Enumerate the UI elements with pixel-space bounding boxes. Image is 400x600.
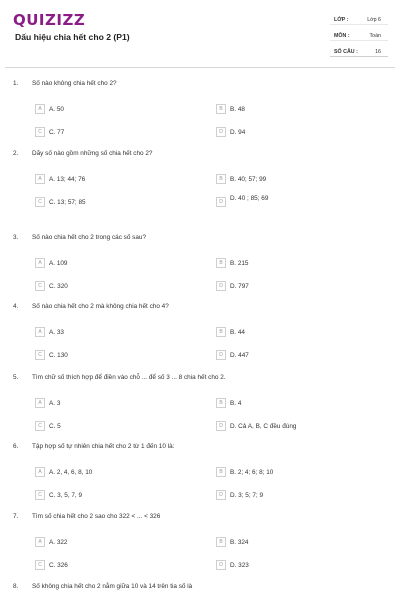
question-number: 1. — [13, 80, 19, 87]
option-letter-box[interactable]: B — [216, 398, 226, 408]
option-letter-box[interactable]: C — [35, 560, 45, 570]
option-letter-box[interactable]: C — [35, 421, 45, 431]
question-number: 6. — [13, 443, 19, 450]
meta-subject — [330, 30, 388, 41]
meta-subject-value: Toán — [369, 33, 381, 39]
option-letter-box[interactable]: C — [35, 490, 45, 500]
option-text: B. 4 — [230, 400, 242, 407]
option-text: C. 13; 57; 85 — [49, 199, 86, 206]
meta-count-label: SỐ CÂU : — [334, 49, 358, 55]
option-text: C. 3, 5, 7, 9 — [49, 492, 83, 499]
option-text: B. 44 — [230, 329, 245, 336]
question-number: 8. — [13, 583, 19, 590]
question-text: Số nào chia hết cho 2 mà không chia hết cho 4? — [32, 303, 169, 310]
option-text: B. 2; 4; 6; 8; 10 — [230, 469, 274, 476]
option-letter-box[interactable]: B — [216, 327, 226, 337]
option-text: B. 215 — [230, 260, 249, 267]
worksheet-header — [0, 0, 400, 60]
option-text: B. 324 — [230, 539, 249, 546]
question-number: 7. — [13, 513, 19, 520]
question-number: 3. — [13, 234, 19, 241]
worksheet-title: Dấu hiệu chia hết cho 2 (P1) — [15, 32, 130, 42]
meta-grade-label: LỚP : — [334, 17, 349, 23]
meta-subject-label: MÔN : — [334, 33, 350, 39]
option-text: A. 50 — [49, 106, 64, 113]
meta-grade-value: Lớp 6 — [367, 17, 381, 23]
option-text: C. 130 — [49, 352, 68, 359]
option-text: B. 40; 57; 99 — [230, 176, 267, 183]
option-letter-box[interactable]: B — [216, 104, 226, 114]
question-number: 2. — [13, 150, 19, 157]
option-letter-box[interactable]: C — [35, 127, 45, 137]
question-text: Số nào chia hết cho 2 trong các số sau? — [32, 234, 147, 241]
meta-grade — [330, 14, 388, 25]
option-letter-box[interactable]: A — [35, 258, 45, 268]
question-text: Dãy số nào gồm những số chia hết cho 2? — [32, 150, 153, 157]
option-letter-box[interactable]: C — [35, 197, 45, 207]
option-text: A. 2, 4, 6, 8, 10 — [49, 469, 93, 476]
option-text: A. 13; 44; 76 — [49, 176, 86, 183]
option-letter-box[interactable]: D — [216, 490, 226, 500]
option-text: D. 94 — [230, 129, 246, 136]
option-letter-box[interactable]: D — [216, 421, 226, 431]
option-letter-box[interactable]: C — [35, 350, 45, 360]
option-letter-box[interactable]: D — [216, 197, 226, 207]
option-letter-box[interactable]: D — [216, 350, 226, 360]
option-text: D. 3; 5; 7; 9 — [230, 492, 264, 499]
option-text: D. 323 — [230, 562, 249, 569]
option-text: D. 797 — [230, 283, 249, 290]
option-text: D. Cả A, B, C đều đúng — [230, 423, 297, 430]
option-text: A. 322 — [49, 539, 68, 546]
option-letter-box[interactable]: B — [216, 537, 226, 547]
option-text: C. 326 — [49, 562, 68, 569]
option-letter-box[interactable]: A — [35, 104, 45, 114]
option-text: C. 320 — [49, 283, 68, 290]
option-letter-box[interactable]: B — [216, 174, 226, 184]
option-letter-box[interactable]: D — [216, 281, 226, 291]
question-number: 5. — [13, 374, 19, 381]
option-letter-box[interactable]: A — [35, 398, 45, 408]
option-letter-box[interactable]: D — [216, 127, 226, 137]
option-text: C. 5 — [49, 423, 61, 430]
option-letter-box[interactable]: D — [216, 560, 226, 570]
header-divider — [5, 67, 395, 68]
option-letter-box[interactable]: A — [35, 537, 45, 547]
quizizz-logo: QUIZIZZ — [13, 11, 86, 29]
question-number: 4. — [13, 303, 19, 310]
option-letter-box[interactable]: A — [35, 327, 45, 337]
option-text: A. 3 — [49, 400, 61, 407]
option-letter-box[interactable]: A — [35, 174, 45, 184]
meta-question-count — [330, 46, 388, 57]
option-text: D. 447 — [230, 352, 249, 359]
question-text: Tìm số chia hết cho 2 sao cho 322 < ... < 326 — [32, 513, 161, 520]
option-text: A. 33 — [49, 329, 64, 336]
option-text: B. 48 — [230, 106, 245, 113]
option-letter-box[interactable]: B — [216, 258, 226, 268]
question-text: Số nào không chia hết cho 2? — [32, 80, 117, 87]
question-text: Tìm chữ số thích hợp để điền vào chỗ ... để số 3 ... 8 chia hết cho 2. — [32, 374, 226, 381]
option-text: A. 109 — [49, 260, 68, 267]
option-text: C. 77 — [49, 129, 65, 136]
option-letter-box[interactable]: A — [35, 467, 45, 477]
option-letter-box[interactable]: C — [35, 281, 45, 291]
option-letter-box[interactable]: B — [216, 467, 226, 477]
question-text: Tập hợp số tự nhiên chia hết cho 2 từ 1 đến 10 là: — [32, 443, 175, 450]
option-text: D. 40 ; 85; 69 — [230, 195, 269, 202]
question-text: Số không chia hết cho 2 nằm giữa 10 và 14 trên tia số là — [32, 583, 193, 590]
meta-count-value: 16 — [375, 49, 381, 55]
